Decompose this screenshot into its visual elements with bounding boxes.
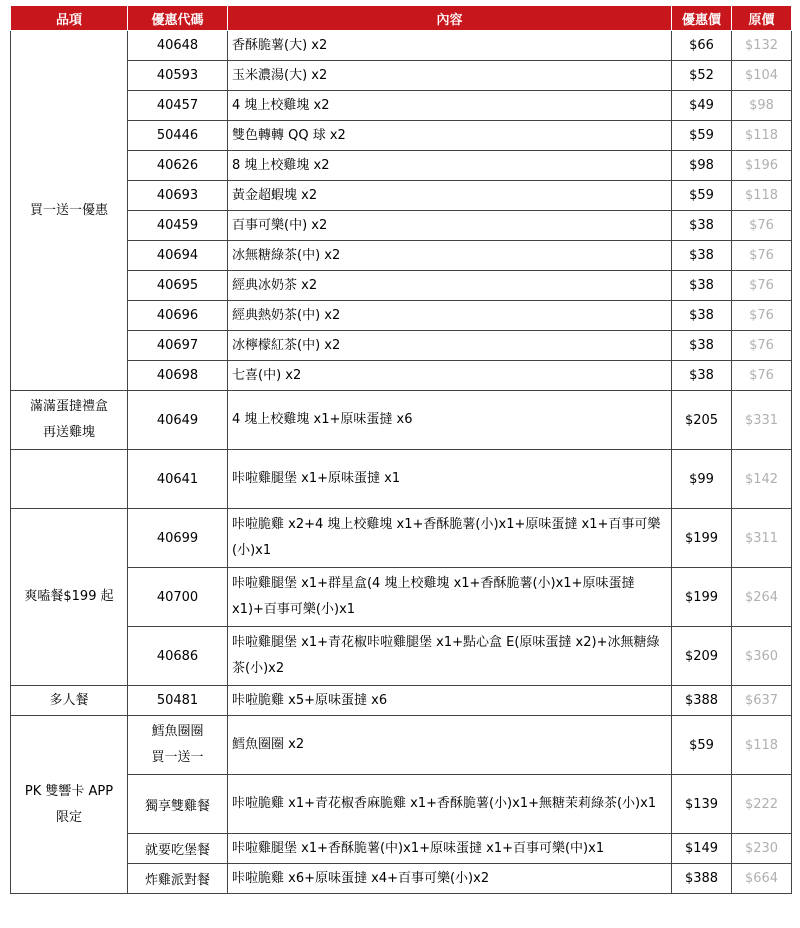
table-row xyxy=(11,864,792,894)
table-row xyxy=(11,31,792,61)
promo-content: 玉米濃湯(大) x2 xyxy=(228,61,672,91)
promo-content: 黃金超蝦塊 x2 xyxy=(228,181,672,211)
promo-price: $209 xyxy=(672,627,732,686)
promo-price: $59 xyxy=(672,121,732,151)
category-pk-line2: 限定 xyxy=(55,809,82,825)
promo-code: 40686 xyxy=(128,627,228,686)
promo-content: 百事可樂(中) x2 xyxy=(228,211,672,241)
promo-content: 冰無糖綠茶(中) x2 xyxy=(228,241,672,271)
promo-code: 40641 xyxy=(128,450,228,509)
promo-price: $38 xyxy=(672,301,732,331)
header-code: 優惠代碼 xyxy=(128,6,228,31)
promo-code: 40696 xyxy=(128,301,228,331)
promo-code: 獨享雙雞餐 xyxy=(128,775,228,834)
table-row xyxy=(11,301,792,331)
table-row xyxy=(11,61,792,91)
promo-content: 咔啦脆雞 x6+原味蛋撻 x4+百事可樂(小)x2 xyxy=(228,864,672,894)
promo-content: 冰檸檬紅茶(中) x2 xyxy=(228,331,672,361)
promo-price: $199 xyxy=(672,509,732,568)
promo-code: 50481 xyxy=(128,686,228,716)
promo-content: 七喜(中) x2 xyxy=(228,361,672,391)
original-price: $311 xyxy=(732,509,792,568)
promo-content: 鱈魚圈圈 x2 xyxy=(228,716,672,775)
header-content: 內容 xyxy=(228,6,672,31)
category-eggtart xyxy=(11,391,128,450)
promo-price: $98 xyxy=(672,151,732,181)
promo-price: $388 xyxy=(672,686,732,716)
promo-content: 咔啦雞腿堡 x1+群星盒(4 塊上校雞塊 x1+香酥脆薯(小)x1+原味蛋撻 x1)+百事可樂(小)x1 xyxy=(228,568,672,627)
promo-code: 40700 xyxy=(128,568,228,627)
promo-code: 炸雞派對餐 xyxy=(128,864,228,894)
promo-content: 經典冰奶茶 x2 xyxy=(228,271,672,301)
promo-code: 40694 xyxy=(128,241,228,271)
promo-code: 40459 xyxy=(128,211,228,241)
category-bogo: 買一送一優惠 xyxy=(11,31,128,391)
promo-content: 香酥脆薯(大) x2 xyxy=(228,31,672,61)
table-row xyxy=(11,361,792,391)
promo-content: 4 塊上校雞塊 x1+原味蛋撻 x6 xyxy=(228,391,672,450)
category-group: 多人餐 xyxy=(11,686,128,716)
promo-code-line2: 買一送一 xyxy=(151,750,204,765)
promo-code: 40697 xyxy=(128,331,228,361)
promo-price: $199 xyxy=(672,568,732,627)
promo-price: $99 xyxy=(672,450,732,509)
original-price: $230 xyxy=(732,834,792,864)
table-row xyxy=(11,686,792,716)
category-eggtart-line2: 再送雞塊 xyxy=(42,425,95,440)
promo-code-line1: 鱈魚圈圈 xyxy=(151,724,204,739)
promo-content: 4 塊上校雞塊 x2 xyxy=(228,91,672,121)
original-price: $142 xyxy=(732,450,792,509)
original-price: $664 xyxy=(732,864,792,894)
promo-price: $59 xyxy=(672,716,732,775)
promo-price: $38 xyxy=(672,331,732,361)
promo-price: $38 xyxy=(672,241,732,271)
original-price: $76 xyxy=(732,331,792,361)
original-price: $331 xyxy=(732,391,792,450)
promo-table xyxy=(10,5,792,894)
header-category: 品項 xyxy=(11,6,128,31)
promo-price: $49 xyxy=(672,91,732,121)
promo-code: 40649 xyxy=(128,391,228,450)
table-row xyxy=(11,775,792,834)
original-price: $118 xyxy=(732,716,792,775)
table-header-row xyxy=(11,6,792,31)
table-row xyxy=(11,834,792,864)
table-row xyxy=(11,91,792,121)
table-row xyxy=(11,331,792,361)
original-price: $76 xyxy=(732,241,792,271)
category-combo: 爽嗑餐$199 起 xyxy=(11,509,128,686)
original-price: $637 xyxy=(732,686,792,716)
original-price: $76 xyxy=(732,271,792,301)
promo-content: 經典熱奶茶(中) x2 xyxy=(228,301,672,331)
table-row xyxy=(11,450,792,509)
category-eggtart-line1: 滿滿蛋撻禮盒 xyxy=(29,399,108,414)
header-price: 優惠價 xyxy=(672,6,732,31)
promo-price: $52 xyxy=(672,61,732,91)
promo-code: 就要吃堡餐 xyxy=(128,834,228,864)
promo-price: $59 xyxy=(672,181,732,211)
promo-content: 8 塊上校雞塊 x2 xyxy=(228,151,672,181)
promo-content: 咔啦雞腿堡 x1+香酥脆薯(中)x1+原味蛋撻 x1+百事可樂(中)x1 xyxy=(228,834,672,864)
original-price: $118 xyxy=(732,181,792,211)
promo-code: 40699 xyxy=(128,509,228,568)
table-row xyxy=(11,211,792,241)
table-row xyxy=(11,181,792,211)
header-original-price: 原價 xyxy=(732,6,792,31)
table-row xyxy=(11,391,792,450)
original-price: $98 xyxy=(732,91,792,121)
promo-price: $388 xyxy=(672,864,732,894)
promo-content: 咔啦脆雞 x1+青花椒香麻脆雞 x1+香酥脆薯(小)x1+無糖茉莉綠茶(小)x1 xyxy=(228,775,672,834)
table-row xyxy=(11,568,792,627)
promo-price: $38 xyxy=(672,361,732,391)
promo-code: 40695 xyxy=(128,271,228,301)
promo-code: 40693 xyxy=(128,181,228,211)
table-row xyxy=(11,151,792,181)
category-pk-app xyxy=(11,716,128,894)
original-price: $264 xyxy=(732,568,792,627)
original-price: $76 xyxy=(732,361,792,391)
promo-code: 40593 xyxy=(128,61,228,91)
table-row xyxy=(11,121,792,151)
promo-price: $66 xyxy=(672,31,732,61)
promo-price: $38 xyxy=(672,211,732,241)
promo-code: 40648 xyxy=(128,31,228,61)
promo-price: $205 xyxy=(672,391,732,450)
original-price: $104 xyxy=(732,61,792,91)
promo-code xyxy=(128,716,228,775)
table-row xyxy=(11,716,792,775)
promo-code: 40457 xyxy=(128,91,228,121)
promo-code: 40626 xyxy=(128,151,228,181)
promo-content: 咔啦脆雞 x5+原味蛋撻 x6 xyxy=(228,686,672,716)
table-row xyxy=(11,271,792,301)
promo-price: $139 xyxy=(672,775,732,834)
original-price: $76 xyxy=(732,301,792,331)
promo-content: 咔啦雞腿堡 x1+青花椒咔啦雞腿堡 x1+點心盒 E(原味蛋撻 x2)+冰無糖綠茶(小)x2 xyxy=(228,627,672,686)
category-pk-line1: PK 雙響卡 APP xyxy=(24,783,114,799)
original-price: $76 xyxy=(732,211,792,241)
promo-content: 咔啦脆雞 x2+4 塊上校雞塊 x1+香酥脆薯(小)x1+原味蛋撻 x1+百事可樂(小)x1 xyxy=(228,509,672,568)
promo-code: 50446 xyxy=(128,121,228,151)
original-price: $360 xyxy=(732,627,792,686)
original-price: $118 xyxy=(732,121,792,151)
table-row xyxy=(11,509,792,568)
promo-code: 40698 xyxy=(128,361,228,391)
table-row xyxy=(11,627,792,686)
original-price: $132 xyxy=(732,31,792,61)
promo-price: $149 xyxy=(672,834,732,864)
original-price: $196 xyxy=(732,151,792,181)
table-row xyxy=(11,241,792,271)
original-price: $222 xyxy=(732,775,792,834)
promo-price: $38 xyxy=(672,271,732,301)
promo-content: 雙色轉轉 QQ 球 x2 xyxy=(228,121,672,151)
promo-content: 咔啦雞腿堡 x1+原味蛋撻 x1 xyxy=(228,450,672,509)
category-empty xyxy=(11,450,128,509)
